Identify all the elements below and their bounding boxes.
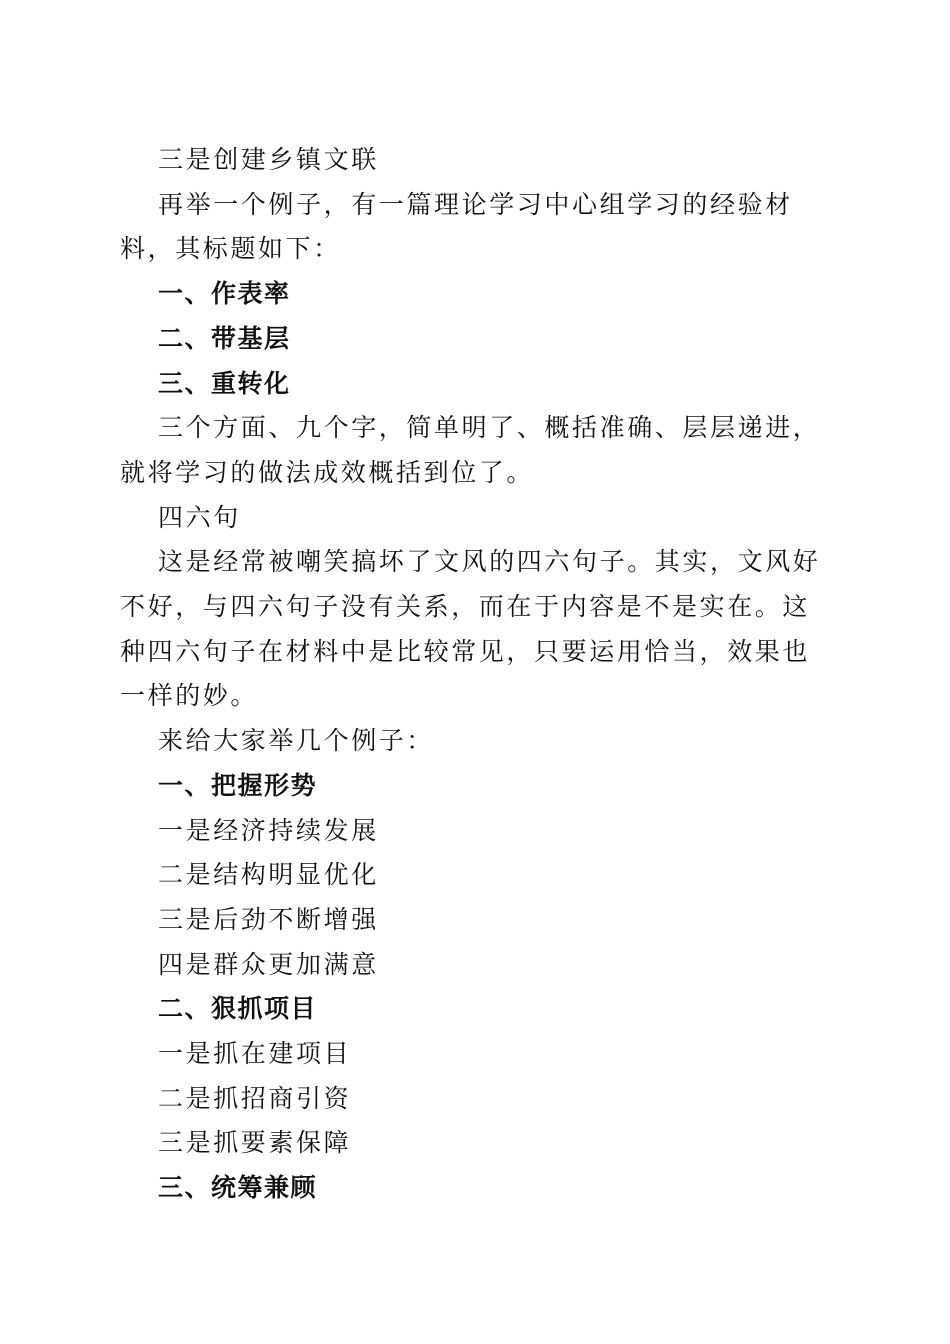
list-item: 三是抓要素保障 xyxy=(158,1128,352,1158)
list-item: 三是后劲不断增强 xyxy=(158,904,379,934)
section-heading: 三、统筹兼顾 xyxy=(158,1173,318,1203)
list-item: 四是群众更加满意 xyxy=(158,949,379,979)
paragraph: 四六句 xyxy=(158,502,241,532)
list-item: 二是结构明显优化 xyxy=(158,860,379,890)
section-heading: 一、把握形势 xyxy=(158,770,318,800)
paragraph: 三个方面、九个字，简单明了、概括准确、层层递进，就将学习的做法成效概括到位了。 xyxy=(120,413,821,487)
section-heading: 二、狠抓项目 xyxy=(158,994,318,1024)
paragraph: 再举一个例子，有一篇理论学习中心组学习的经验材料，其标题如下： xyxy=(120,189,793,264)
paragraph: 来给大家举几个例子： xyxy=(158,726,435,756)
paragraph: 三是创建乡镇文联 xyxy=(158,145,379,174)
section-heading: 三、重转化 xyxy=(158,368,291,398)
list-item: 一是经济持续发展 xyxy=(158,815,379,845)
paragraph: 这是经常被嘲笑搞坏了文风的四六句子。其实，文风好不好，与四六句子没有关系，而在于内容是不是实在。这种四六句子在材料中是比较常见，只要运用恰当，效果也一样的妙。 xyxy=(120,547,821,711)
section-heading: 一、作表率 xyxy=(158,279,291,309)
document-body xyxy=(120,138,830,1211)
list-item: 二是抓招商引资 xyxy=(158,1083,352,1113)
list-item: 一是抓在建项目 xyxy=(158,1039,352,1069)
section-heading: 二、带基层 xyxy=(158,323,291,353)
